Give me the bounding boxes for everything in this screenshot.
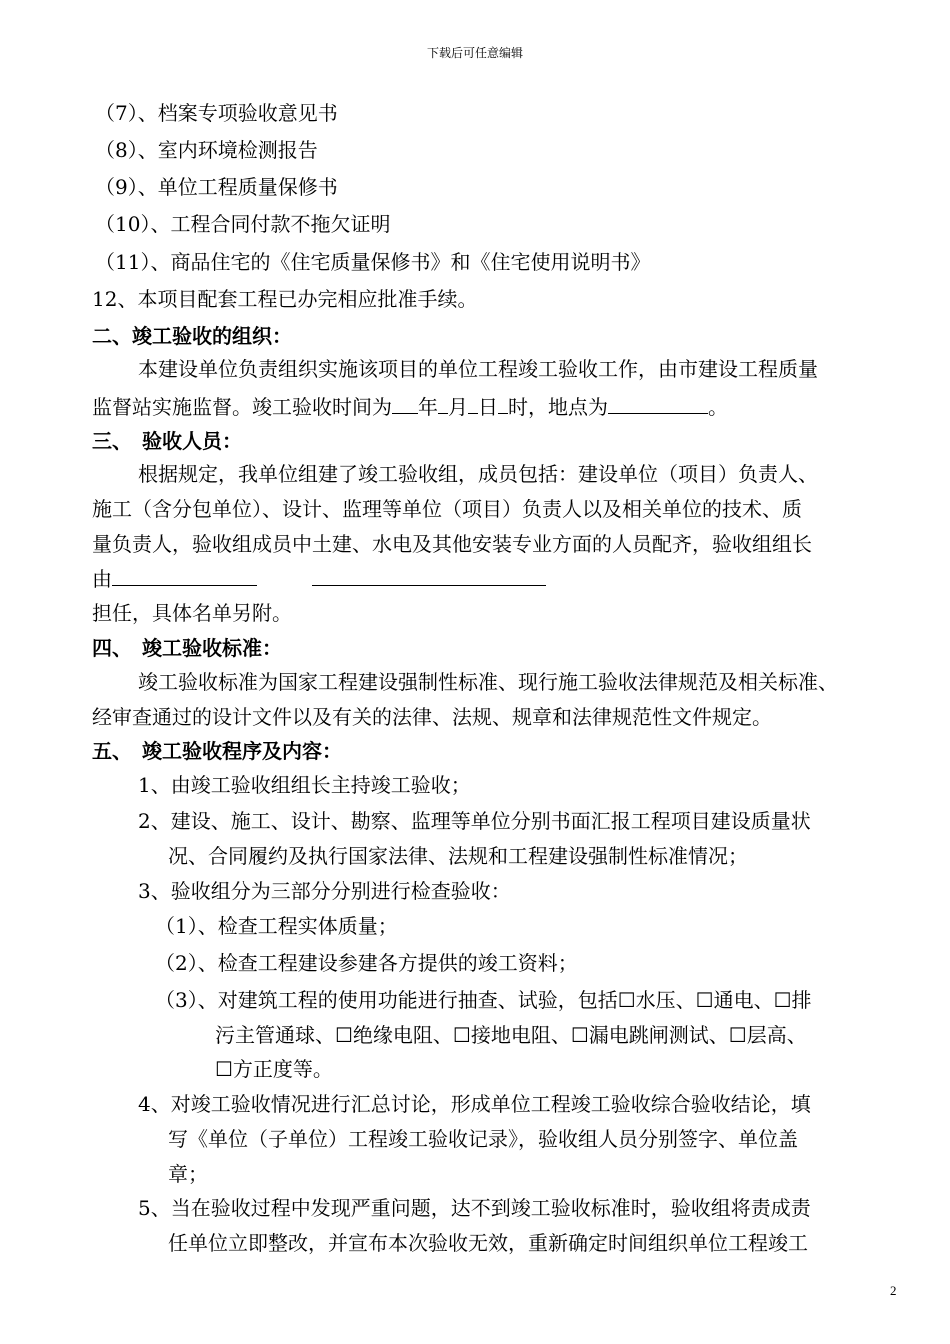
text-segment: 监督站实施监督。竣工验收时间为 xyxy=(92,395,392,419)
list-item: （3）、对建筑工程的使用功能进行抽查、试验，包括☐水压、☐通电、☐排 xyxy=(155,988,812,1012)
page-number: 2 xyxy=(890,1283,897,1298)
fill-blank[interactable] xyxy=(468,393,478,414)
list-item: （10）、工程合同付款不拖欠证明 xyxy=(95,212,391,236)
text-segment: 。 xyxy=(708,395,728,419)
paragraph-line: 施工（含分包单位）、设计、监理等单位（项目）负责人以及相关单位的技术、质 xyxy=(92,497,802,521)
list-item: 1、由竣工验收组组长主持竣工验收； xyxy=(138,773,471,797)
list-item: ☐方正度等。 xyxy=(215,1057,333,1081)
list-item: 写《单位（子单位）工程竣工验收记录》，验收组人员分别签字、单位盖 xyxy=(168,1127,798,1151)
list-item: （11）、商品住宅的《住宅质量保修书》和《住宅使用说明书》 xyxy=(95,250,651,274)
paragraph-line xyxy=(92,393,728,420)
fill-blank[interactable] xyxy=(392,393,418,414)
list-item: 章； xyxy=(168,1162,208,1186)
list-item: （7）、档案专项验收意见书 xyxy=(95,101,338,125)
text-segment: 时，地点为 xyxy=(508,395,608,419)
section-heading: 三、 验收人员： xyxy=(92,429,242,453)
fill-blank[interactable] xyxy=(608,393,708,414)
text-segment: 由 xyxy=(92,567,112,591)
list-item: 5、当在验收过程中发现严重问题，达不到竣工验收标准时，验收组将责成责 xyxy=(138,1196,811,1220)
text-segment: 月 xyxy=(448,395,468,419)
list-item: 4、对竣工验收情况进行汇总讨论，形成单位工程竣工验收综合验收结论，填 xyxy=(138,1092,811,1116)
paragraph-line: 担任，具体名单另附。 xyxy=(92,601,292,625)
paragraph-line: 根据规定，我单位组建了竣工验收组，成员包括：建设单位（项目）负责人、 xyxy=(138,462,818,486)
text-segment: 日 xyxy=(478,395,498,419)
page-header: 下载后可任意编辑 xyxy=(426,46,523,60)
list-item: （2）、检查工程建设参建各方提供的竣工资料； xyxy=(155,951,578,975)
section-heading: 四、 竣工验收标准： xyxy=(92,636,282,660)
list-item: （9）、单位工程质量保修书 xyxy=(95,175,338,199)
list-item: 3、验收组分为三部分分别进行检查验收： xyxy=(138,879,511,903)
paragraph-line: 经审查通过的设计文件以及有关的法律、法规、规章和法律规范性文件规定。 xyxy=(92,705,772,729)
section-heading: 二、竣工验收的组织： xyxy=(92,324,292,348)
paragraph-line: 12、本项目配套工程已办完相应批准手续。 xyxy=(92,287,478,311)
paragraph-line xyxy=(92,565,546,592)
list-item: （1）、检查工程实体质量； xyxy=(155,914,398,938)
fill-blank[interactable] xyxy=(112,565,257,586)
fill-blank[interactable] xyxy=(312,565,546,586)
text-segment: 年 xyxy=(418,395,438,419)
paragraph-line: 量负责人，验收组成员中土建、水电及其他安装专业方面的人员配齐，验收组组长 xyxy=(92,532,812,556)
paragraph-line: 竣工验收标准为国家工程建设强制性标准、现行施工验收法律规范及相关标准、 xyxy=(138,670,838,694)
fill-blank[interactable] xyxy=(438,393,448,414)
paragraph-line: 本建设单位负责组织实施该项目的单位工程竣工验收工作，由市建设工程质量 xyxy=(138,357,818,381)
list-item: 任单位立即整改，并宣布本次验收无效，重新确定时间组织单位工程竣工 xyxy=(168,1231,808,1255)
list-item: （8）、室内环境检测报告 xyxy=(95,138,318,162)
fill-blank[interactable] xyxy=(498,393,508,414)
list-item: 污主管通球、☐绝缘电阻、☐接地电阻、☐漏电跳闸测试、☐层高、 xyxy=(215,1023,807,1047)
list-item: 况、合同履约及执行国家法律、法规和工程建设强制性标准情况； xyxy=(168,844,748,868)
list-item: 2、建设、施工、设计、勘察、监理等单位分别书面汇报工程项目建设质量状 xyxy=(138,809,811,833)
section-heading: 五、 竣工验收程序及内容： xyxy=(92,739,342,763)
